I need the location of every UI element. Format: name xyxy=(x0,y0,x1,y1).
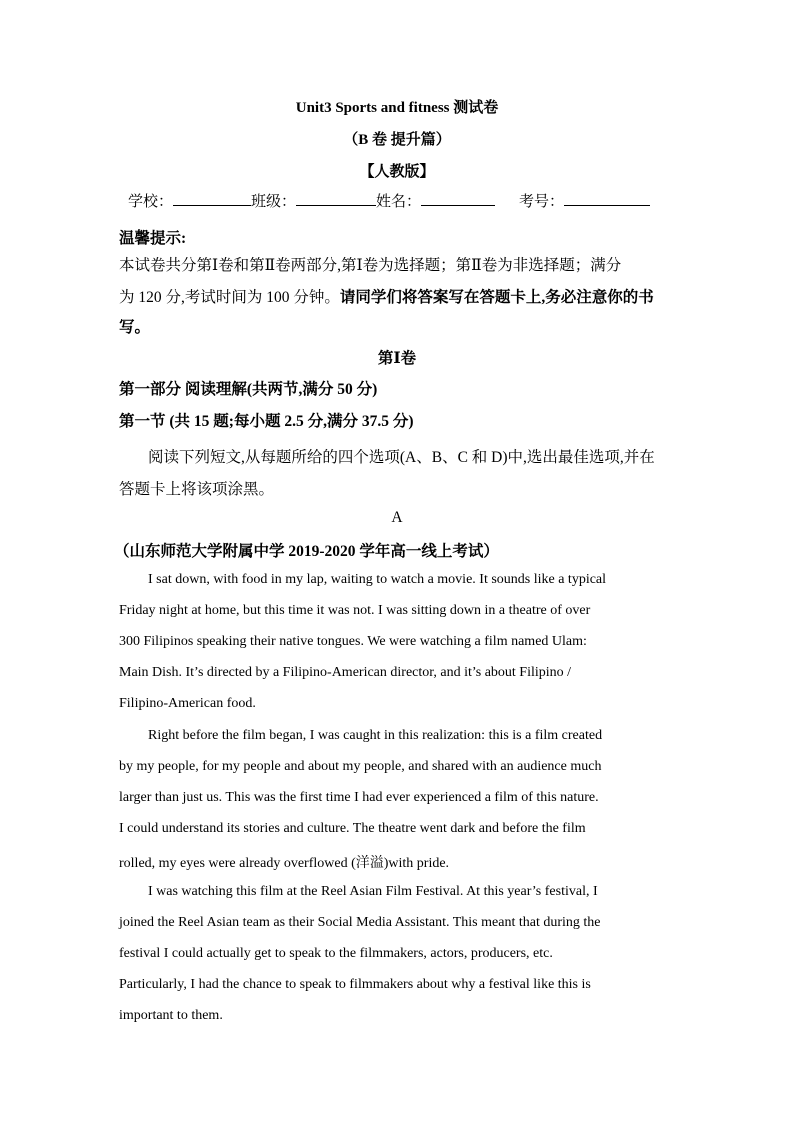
passage-line: joined the Reel Asian team as their Social Media Assistant. This meant that during the xyxy=(119,915,601,930)
name-blank[interactable] xyxy=(421,191,495,206)
notice-line-3: 写。 xyxy=(119,319,151,336)
volume-heading: 第Ⅰ卷 xyxy=(377,350,417,367)
notice-line-2-bold: 请同学们将答案写在答题卡上,务必注意你的书 xyxy=(339,289,654,306)
passage-line: larger than just us. This was the first time I had ever experienced a film of this nature. xyxy=(119,790,599,805)
passage-line: Main Dish. It’s directed by a Filipino-American director, and it’s about Filipino / xyxy=(119,665,572,680)
passage-source: （山东师范大学附属中学 2019-2020 学年高一线上考试） xyxy=(114,543,499,560)
passage-line: Right before the film began, I was caught in this realization: this is a film created xyxy=(148,728,603,743)
class-label: 班级： xyxy=(251,194,297,210)
student-info-row xyxy=(128,190,688,211)
instruction-line-2: 答题卡上将该项涂黑。 xyxy=(119,481,275,498)
section-heading: 第一节 (共 15 题;每小题 2.5 分,满分 37.5 分) xyxy=(119,413,414,430)
passage-line: I sat down, with food in my lap, waiting to watch a movie. It sounds like a typical xyxy=(148,572,607,587)
class-blank[interactable] xyxy=(296,191,376,206)
passage-line: rolled, my eyes were already overflowed (洋溢)with pride. xyxy=(119,856,450,871)
passage-line: 300 Filipinos speaking their native tongues. We were watching a film named Ulam: xyxy=(119,634,587,649)
exam-no-blank[interactable] xyxy=(564,191,650,206)
passage-line: Filipino-American food. xyxy=(119,696,256,711)
name-label: 姓名： xyxy=(376,194,422,210)
exam-no-label: 考号： xyxy=(519,194,565,210)
school-label: 学校： xyxy=(128,194,174,210)
passage-label: A xyxy=(391,509,403,526)
passage-line: important to them. xyxy=(119,1008,223,1023)
passage-line: I could understand its stories and culture. The theatre went dark and before the film xyxy=(119,821,586,836)
document-subtitle: （B 卷 提升篇） xyxy=(343,132,451,148)
document-title: Unit3 Sports and fitness 测试卷 xyxy=(295,100,499,116)
notice-heading: 温馨提示: xyxy=(119,230,187,247)
passage-line: Particularly, I had the chance to speak to filmmakers about why a festival like this is xyxy=(119,977,591,992)
part-heading: 第一部分 阅读理解(共两节,满分 50 分) xyxy=(119,381,378,398)
passage-line: festival I could actually get to speak to the filmmakers, actors, producers, etc. xyxy=(119,946,553,961)
notice-line-1: 本试卷共分第Ⅰ卷和第Ⅱ卷两部分,第Ⅰ卷为选择题；第Ⅱ卷为非选择题；满分 xyxy=(119,257,622,274)
passage-line: I was watching this film at the Reel Asian Film Festival. At this year’s festival, I xyxy=(148,884,598,899)
edition-label: 【人教版】 xyxy=(359,164,435,180)
passage-line: Friday night at home, but this time it was not. I was sitting down in a theatre of over xyxy=(119,603,591,618)
school-blank[interactable] xyxy=(173,191,251,206)
instruction-line-1: 阅读下列短文,从每题所给的四个选项(A、B、C 和 D)中,选出最佳选项,并在 xyxy=(148,449,655,466)
notice-line-2 xyxy=(119,285,654,307)
notice-line-2-normal: 为 120 分,考试时间为 100 分钟。 xyxy=(119,289,340,306)
passage-line: by my people, for my people and about my people, and shared with an audience much xyxy=(119,759,602,774)
